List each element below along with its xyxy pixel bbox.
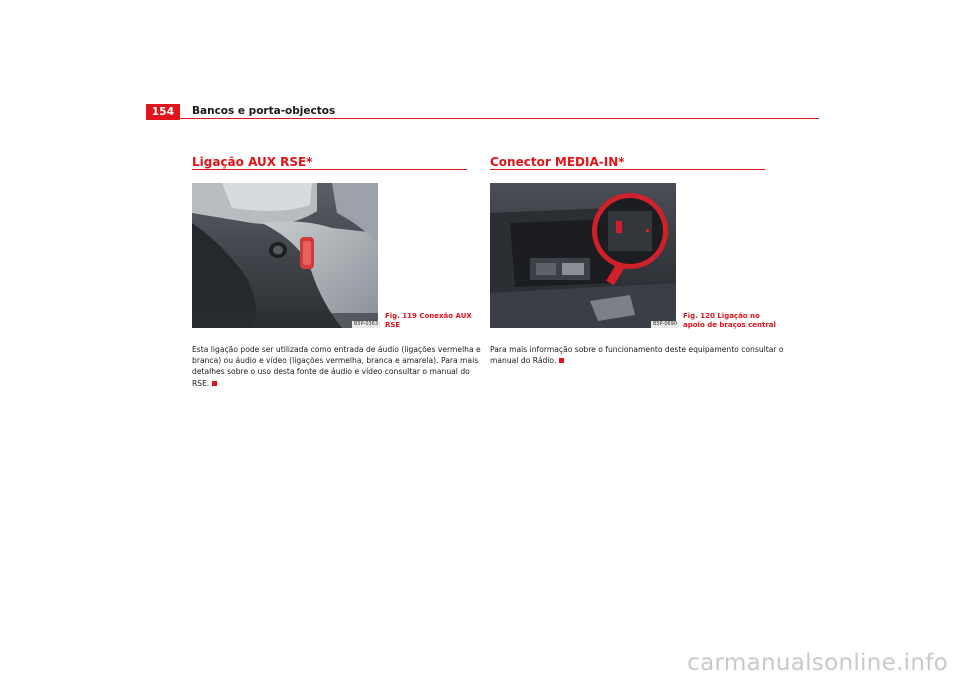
section-title-aux-rse: Ligação AUX RSE* — [192, 155, 313, 169]
body-line-end: RSE. — [192, 378, 210, 388]
section-end-mark — [212, 381, 217, 386]
caption-line: RSE — [385, 321, 401, 329]
section-rule-left — [192, 169, 467, 170]
body-line: detalhes sobre o uso desta fonte de áudio e vídeo consultar o manual do — [192, 367, 470, 377]
caption-line: apoio de braços central — [683, 321, 776, 329]
body-line: Esta ligação pode ser utilizada como entrada de áudio (ligações vermelha e — [192, 345, 481, 354]
media-in-photo — [490, 183, 676, 328]
figure-caption-120 — [683, 312, 776, 330]
body-text-left — [192, 344, 481, 389]
aux-rse-photo — [192, 183, 378, 328]
body-text-right — [490, 344, 784, 366]
image-code-left: B5P-0363 — [354, 321, 379, 327]
caption-line: Fig. 119 Conexão AUX — [385, 312, 472, 320]
body-line: Para mais informação sobre o funcionamento deste equipamento consultar o — [490, 345, 784, 354]
figure-caption-119 — [385, 312, 472, 330]
image-code-right: B5P-0690 — [653, 321, 678, 327]
chapter-title: Bancos e porta-objectos — [192, 105, 336, 117]
body-line: branca) ou áudio e vídeo (ligações vermelha, branca e amarela). Para mais — [192, 356, 479, 366]
body-line — [490, 355, 784, 366]
section-end-mark — [559, 358, 564, 363]
watermark: carmanualsonline.info — [687, 650, 948, 676]
header-rule — [146, 118, 819, 119]
section-rule-right — [490, 169, 765, 170]
caption-line: Fig. 120 Ligação no — [683, 312, 760, 320]
body-line-end: manual do Rádio. — [490, 356, 557, 366]
section-title-media-in: Conector MEDIA-IN* — [490, 155, 625, 169]
body-line — [192, 378, 481, 389]
page-number: 154 — [146, 104, 180, 120]
